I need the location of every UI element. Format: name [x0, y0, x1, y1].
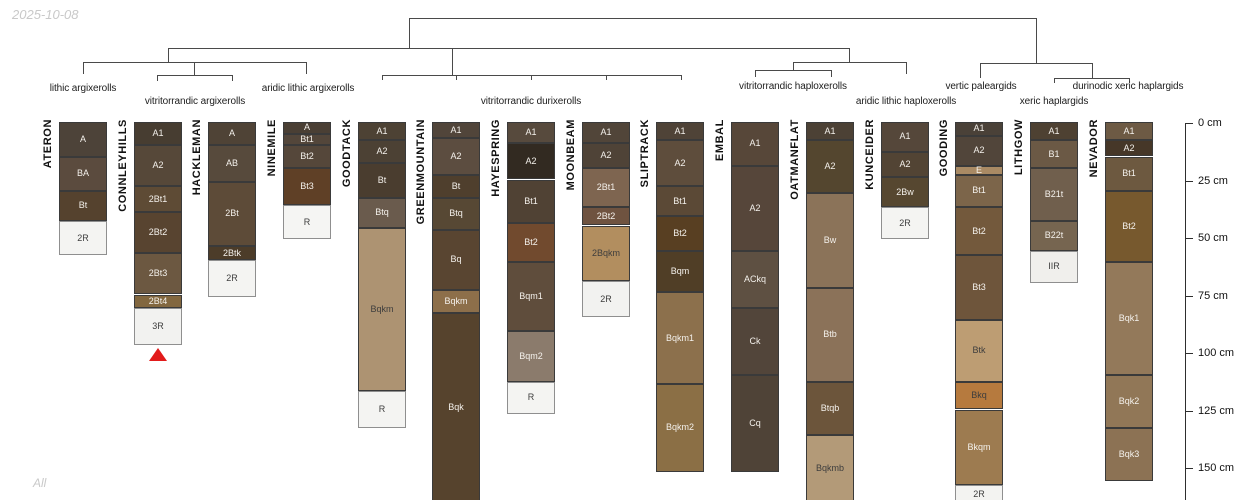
horizon — [582, 168, 630, 207]
dendrogram-segment — [1036, 18, 1037, 63]
horizon — [955, 122, 1003, 136]
profile-name: GOODTACK — [341, 119, 353, 188]
taxon-label: xeric haplargids — [1019, 96, 1089, 107]
horizon — [955, 166, 1003, 175]
horizon-label: R — [378, 403, 386, 414]
horizon — [507, 122, 555, 143]
horizon — [507, 331, 555, 382]
depth-tick-label: 100 cm — [1198, 347, 1235, 359]
depth-tick — [1185, 238, 1193, 239]
depth-tick — [1185, 123, 1193, 124]
profile-name: HACKLEMAN — [191, 119, 203, 196]
horizon — [358, 228, 406, 391]
depth-tick — [1185, 468, 1193, 469]
horizon-label: Bt — [451, 180, 461, 191]
horizon-label: A2 — [525, 155, 537, 166]
horizon-label: 2R — [77, 232, 89, 243]
horizon — [59, 191, 107, 221]
depth-tick — [1185, 181, 1193, 182]
horizon — [283, 205, 331, 240]
horizon-label: Bt2 — [972, 225, 986, 236]
dendrogram-segment — [409, 18, 1036, 19]
horizon-label: Bt1 — [1122, 168, 1136, 179]
taxon-label: lithic argixerolls — [49, 83, 117, 94]
dendrogram-segment — [531, 75, 532, 80]
horizon — [731, 375, 779, 472]
profile-name: MOONBEAM — [565, 119, 577, 191]
timestamp: 2025-10-08 — [12, 7, 79, 22]
horizon — [208, 145, 256, 182]
horizon-label: A2 — [450, 150, 462, 161]
dendrogram-segment — [980, 63, 981, 78]
horizon-label: 2Bt2 — [596, 210, 616, 221]
horizon-label: A — [228, 128, 235, 138]
depth-tick — [1185, 353, 1193, 354]
horizon — [1030, 168, 1078, 221]
horizon-label: A1 — [824, 125, 836, 136]
horizon — [881, 177, 929, 207]
horizon — [806, 140, 854, 193]
horizon — [955, 136, 1003, 166]
taxon-label: vertic paleargids — [945, 81, 1017, 92]
depth-tick-label: 50 cm — [1198, 232, 1228, 244]
horizon-label: Bt1 — [300, 133, 314, 144]
horizon-label: 2Btk — [222, 247, 241, 258]
horizon — [358, 163, 406, 198]
horizon — [955, 320, 1003, 382]
horizon — [432, 198, 480, 230]
horizon — [955, 382, 1003, 410]
horizon — [955, 255, 1003, 319]
horizon-label: 2Bqkm — [591, 247, 620, 258]
horizon-label: A2 — [674, 157, 686, 168]
horizon — [582, 281, 630, 318]
horizon-label: Bt — [377, 175, 387, 186]
horizon — [358, 140, 406, 163]
horizon — [582, 122, 630, 143]
horizon — [806, 382, 854, 435]
horizon-label: Bkq — [971, 390, 987, 401]
dendrogram-segment — [755, 70, 831, 71]
horizon — [731, 308, 779, 375]
horizon — [134, 308, 182, 345]
horizon-label: 2R — [973, 489, 985, 500]
dendrogram-segment — [1092, 63, 1093, 78]
horizon — [1030, 221, 1078, 251]
horizon-label: Btqb — [820, 402, 840, 413]
profile-name: GREENMOUNTAIN — [415, 119, 427, 225]
horizon-label: A1 — [973, 123, 985, 134]
horizon — [955, 175, 1003, 207]
profile-name: HAYESPRING — [490, 119, 502, 197]
horizon — [1105, 375, 1153, 428]
taxon-label: aridic lithic haploxerolls — [855, 96, 957, 107]
horizon-label: Bqkm — [370, 303, 394, 314]
dendrogram-segment — [157, 75, 158, 81]
horizon — [358, 198, 406, 228]
taxon-label: vitritorrandic durixerolls — [480, 96, 582, 107]
horizon-label: Bt2 — [300, 151, 314, 161]
dendrogram-segment — [849, 48, 850, 62]
profile-name: NINEMILE — [266, 119, 278, 177]
horizon — [731, 122, 779, 166]
horizon-label: A1 — [674, 125, 686, 136]
horizon — [806, 435, 854, 500]
horizon — [432, 122, 480, 138]
depth-tick-label: 25 cm — [1198, 174, 1228, 187]
horizon-label: Bt2 — [1122, 221, 1136, 232]
horizon-label: AB — [225, 157, 238, 168]
depth-tick-label: 75 cm — [1198, 289, 1228, 302]
horizon-label: B22t — [1044, 230, 1064, 241]
dendrogram-segment — [306, 62, 307, 74]
horizon-label: A1 — [376, 125, 388, 136]
horizon — [208, 122, 256, 145]
horizon — [582, 143, 630, 168]
horizon-label: Bt2 — [524, 237, 538, 248]
horizon — [507, 180, 555, 224]
horizon-label: E — [975, 164, 982, 175]
horizon — [59, 122, 107, 157]
horizon-label: Btq — [375, 207, 389, 218]
horizon-label: A1 — [600, 126, 612, 137]
depth-tick-label: 125 cm — [1198, 404, 1235, 417]
horizon-label: 2Bt1 — [148, 193, 168, 204]
horizon — [59, 221, 107, 256]
horizon-label: 3R — [152, 321, 164, 332]
dendrogram-segment — [793, 62, 794, 70]
horizon — [358, 122, 406, 140]
horizon — [432, 175, 480, 198]
horizon — [731, 251, 779, 309]
horizon — [208, 260, 256, 297]
horizon-label: A1 — [450, 124, 462, 135]
horizon — [582, 207, 630, 225]
horizon — [955, 485, 1003, 500]
horizon — [358, 391, 406, 428]
horizon — [134, 253, 182, 294]
horizon-label: A1 — [152, 128, 164, 138]
horizon-label: Btk — [972, 345, 986, 356]
dendrogram-segment — [232, 75, 233, 81]
dendrogram-segment — [157, 75, 232, 76]
horizon-label: 2Bt3 — [148, 268, 168, 279]
horizon-label: A — [303, 122, 310, 133]
dendrogram-segment — [194, 62, 195, 75]
horizon — [881, 122, 929, 152]
horizon-label: A1 — [749, 138, 761, 149]
horizon — [283, 168, 331, 205]
taxon-label: durinodic xeric haplargids — [1072, 81, 1184, 92]
horizon-label: R — [527, 392, 535, 403]
horizon-label: 2R — [899, 217, 911, 228]
horizon-label: Bqm2 — [519, 351, 543, 362]
horizon-label: Bt1 — [972, 185, 986, 196]
horizon-label: Bqm1 — [519, 291, 543, 302]
horizon-label: A2 — [1123, 142, 1135, 153]
horizon — [134, 145, 182, 186]
depth-tick — [1185, 296, 1193, 297]
horizon-label: Cq — [749, 417, 761, 428]
horizon — [507, 262, 555, 331]
footer-note: All — [33, 476, 47, 490]
dendrogram-segment — [168, 48, 169, 62]
dendrogram-segment — [456, 75, 457, 80]
horizon-label: 2R — [226, 272, 238, 283]
horizon-label: Bqk — [448, 401, 464, 412]
horizon — [134, 212, 182, 253]
horizon — [806, 193, 854, 287]
horizon — [806, 288, 854, 382]
profile-name: SLIPTRACK — [639, 119, 651, 188]
horizon — [507, 143, 555, 180]
horizon — [208, 246, 256, 260]
depth-tick-label: 0 cm — [1198, 117, 1222, 129]
profile-name: EMBAL — [714, 119, 726, 162]
horizon — [656, 384, 704, 471]
horizon-label: Bqk1 — [1118, 313, 1140, 324]
horizon-label: Btq — [449, 208, 463, 219]
horizon — [656, 122, 704, 140]
horizon-label: Bt1 — [673, 195, 687, 206]
horizon-label: A1 — [1048, 125, 1060, 136]
horizon-label: A2 — [824, 161, 836, 172]
horizon — [134, 295, 182, 309]
horizon-label: A1 — [525, 126, 537, 137]
dendrogram-segment — [831, 70, 832, 77]
horizon-label: A — [79, 133, 86, 144]
horizon-label: A2 — [899, 159, 911, 170]
horizon-label: IIR — [1048, 261, 1060, 272]
horizon — [432, 313, 480, 500]
horizon — [134, 186, 182, 211]
dendrogram-segment — [755, 70, 756, 77]
horizon-label: 2Bt — [225, 208, 239, 219]
depth-tick — [1185, 411, 1193, 412]
dendrogram-segment — [452, 48, 453, 75]
dendrogram-segment — [681, 75, 682, 80]
horizon — [656, 140, 704, 186]
horizon — [1105, 262, 1153, 375]
horizon — [806, 122, 854, 140]
horizon — [59, 157, 107, 192]
horizon-label: BA — [76, 168, 89, 179]
profile-name: CONNLEYHILLS — [117, 119, 129, 212]
horizon — [582, 226, 630, 281]
marker-triangle — [149, 348, 167, 361]
horizon — [1105, 140, 1153, 156]
horizon-label: Bt — [78, 200, 88, 211]
horizon-label: 2Bt4 — [148, 295, 168, 306]
horizon — [507, 382, 555, 414]
horizon — [955, 207, 1003, 255]
horizon — [1105, 122, 1153, 140]
horizon-label: Bqkm2 — [665, 422, 694, 433]
depth-tick-label: 150 cm — [1198, 462, 1235, 474]
horizon-label: A1 — [1123, 125, 1135, 136]
horizon — [656, 216, 704, 251]
horizon — [881, 152, 929, 177]
taxon-label: aridic lithic argixerolls — [261, 83, 355, 94]
horizon-label: Bw — [823, 234, 837, 245]
horizon — [432, 138, 480, 175]
dendrogram-segment — [1054, 78, 1055, 83]
horizon — [656, 251, 704, 292]
horizon-label: ACkq — [743, 274, 766, 285]
dendrogram-segment — [606, 75, 607, 80]
horizon-label: A2 — [749, 202, 761, 213]
horizon — [134, 122, 182, 145]
horizon — [1030, 251, 1078, 283]
horizon-label: A2 — [600, 149, 612, 160]
horizon-label: B1 — [1048, 148, 1060, 159]
horizon-label: Bqkm1 — [665, 332, 694, 343]
horizon-label: 2Bt1 — [596, 182, 616, 193]
profile-name: KUNCEIDER — [864, 119, 876, 190]
horizon — [1105, 191, 1153, 262]
horizon — [1030, 140, 1078, 168]
dendrogram-segment — [83, 62, 84, 74]
horizon-label: 2R — [600, 293, 612, 304]
horizon — [507, 223, 555, 262]
profile-name: NEVADOR — [1088, 119, 1100, 178]
horizon — [283, 122, 331, 134]
horizon-label: Bt3 — [300, 180, 314, 191]
horizon-label: 2Bt2 — [148, 226, 168, 237]
horizon-label: Btb — [823, 329, 837, 340]
horizon-label: A2 — [152, 160, 164, 171]
horizon-label: A2 — [973, 145, 985, 156]
horizon-label: Bt1 — [524, 195, 538, 206]
horizon — [432, 290, 480, 313]
horizon-label: Bqk2 — [1118, 395, 1140, 406]
horizon — [1105, 428, 1153, 481]
dendrogram-segment — [906, 62, 907, 74]
profile-name: GOODING — [938, 119, 950, 177]
horizon — [1105, 157, 1153, 192]
horizon-label: Ck — [749, 336, 761, 347]
horizon-label: Bqk3 — [1118, 448, 1140, 459]
horizon-label: Bkqm — [967, 441, 991, 452]
horizon-label: Bt3 — [972, 282, 986, 293]
dendrogram-segment — [793, 62, 906, 63]
horizon — [656, 186, 704, 216]
profile-name: LITHGOW — [1013, 119, 1025, 176]
horizon — [1030, 122, 1078, 140]
horizon — [283, 134, 331, 146]
horizon-label: A2 — [376, 146, 388, 157]
horizon — [881, 207, 929, 239]
dendrogram-segment — [382, 75, 383, 80]
horizon-label: B21t — [1044, 188, 1064, 199]
horizon-label: R — [303, 216, 311, 227]
profile-name: OATMANFLAT — [789, 119, 801, 200]
taxon-label: vitritorrandic argixerolls — [144, 96, 246, 107]
dendrogram-segment — [980, 63, 1092, 64]
horizon — [208, 182, 256, 246]
horizon — [283, 145, 331, 168]
horizon-label: Bqkm — [444, 295, 468, 306]
horizon — [432, 230, 480, 290]
horizon — [656, 292, 704, 384]
profile-name: ATERON — [42, 119, 54, 169]
taxon-label: vitritorrandic haploxerolls — [739, 81, 847, 92]
dendrogram-segment — [409, 18, 410, 48]
dendrogram-segment — [1054, 78, 1129, 79]
horizon-label: A1 — [899, 131, 911, 142]
horizon — [955, 410, 1003, 486]
horizon-label: Bq — [450, 254, 462, 265]
horizon-label: Bt2 — [673, 228, 687, 239]
horizon-label: Bqkmb — [815, 462, 844, 473]
horizon-label: Bqm — [670, 265, 690, 276]
horizon — [731, 166, 779, 251]
dendrogram-segment — [168, 48, 849, 49]
horizon-label: 2Bw — [896, 186, 914, 197]
